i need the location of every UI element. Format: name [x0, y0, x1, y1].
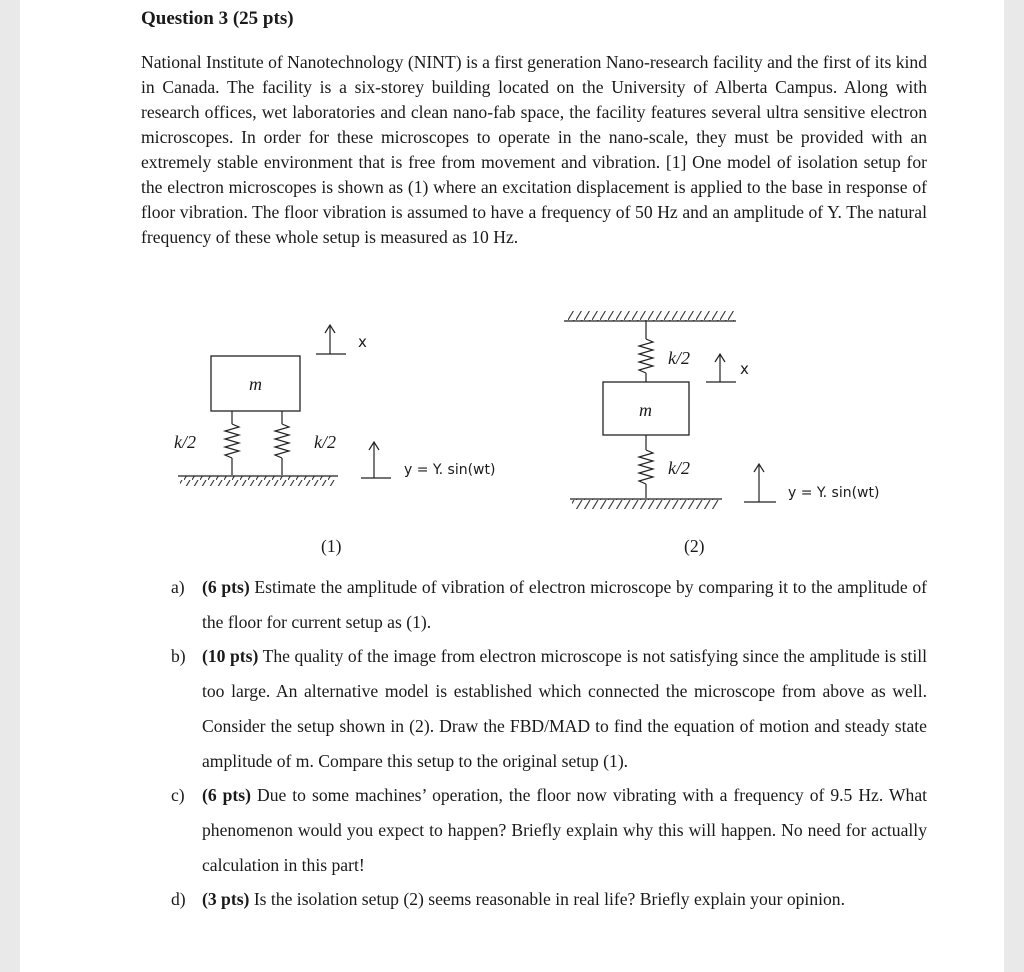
part-b-text: The quality of the image from electron microscope is not satisfying since the amplitude is still too large. An alternative model is established which connected the microscope from above as well. Consider the setup shown in (2). Draw the FBD/MAD to find the equation of motion and steady state amplitude of m. Compare this setup to the original setup (1). — [202, 646, 927, 771]
part-d-marker: d) — [171, 889, 186, 910]
base-displacement-label-2: y = Y. sin(wt) — [788, 485, 880, 501]
part-a-points: (6 pts) — [202, 577, 250, 597]
base-displacement-arrow-2 — [744, 464, 776, 502]
left-spring-label-1: k/2 — [174, 432, 196, 452]
question-parts — [171, 570, 927, 917]
mass-displacement-arrow-1 — [316, 325, 346, 354]
bottom-spring-label-2: k/2 — [668, 458, 690, 478]
base-ground-2 — [570, 499, 722, 509]
figure-2 — [564, 311, 879, 509]
right-spring-1 — [275, 411, 289, 475]
part-d-points: (3 pts) — [202, 889, 250, 910]
part-a-marker: a) — [171, 577, 185, 597]
part-b — [171, 639, 927, 778]
base-ground-1 — [178, 476, 338, 486]
mass-label-1: m — [249, 374, 262, 394]
bottom-spring-2 — [639, 435, 653, 498]
top-spring-label-2: k/2 — [668, 348, 690, 368]
base-displacement-arrow-1 — [361, 442, 391, 478]
part-c — [171, 778, 927, 882]
part-c-marker: c) — [171, 785, 185, 806]
part-a-text: Estimate the amplitude of vibration of electron microscope by comparing it to the amplitude of the floor for current setup as (1). — [202, 577, 928, 632]
part-a — [171, 570, 927, 639]
figure-1-caption: (1) — [321, 536, 342, 556]
part-c-points: (6 pts) — [202, 785, 251, 806]
top-spring-2 — [639, 321, 653, 382]
ceiling-2 — [564, 311, 736, 321]
part-d-text: Is the isolation setup (2) seems reasonable in real life? Briefly explain your opinion. — [253, 889, 845, 910]
mass-displacement-label-1: x — [358, 333, 367, 351]
right-spring-label-1: k/2 — [314, 432, 336, 452]
base-displacement-label-1: y = Y. sin(wt) — [404, 462, 496, 478]
mass-label-2: m — [639, 400, 652, 420]
question-intro: National Institute of Nanotechnology (NINT) is a first generation Nano-research facility and the first of its kind in Canada. The facility is a six-storey building located on the University of Alberta Campus. Along with research offices, wet laboratories and clean nano-fab space, the facility features several ultra sensitive electron microscopes. In order for these microscopes to operate in the nano-scale, they must be provided with an extremely stable environment that is free from movement and vibration. [1] One model of isolation setup for the electron microscopes is shown as (1) where an excitation displacement is applied to the base in response of floor vibration. The floor vibration is assumed to have a frequency of 50 Hz and an amplitude of Y. The natural frequency of these whole setup is measured as 10 Hz. — [141, 52, 927, 247]
part-c-text: Due to some machines’ operation, the floor now vibrating with a frequency of 9.5 Hz. What phenomenon would you expect to happen? Briefly explain why this will happen. No need for actually calculation in this part! — [202, 785, 928, 875]
mass-displacement-arrow-2 — [706, 354, 736, 382]
part-b-marker: b) — [171, 646, 186, 667]
part-d — [171, 882, 927, 917]
figure-2-caption: (2) — [684, 536, 705, 556]
mass-displacement-label-2: x — [740, 360, 749, 378]
figure-1 — [174, 325, 495, 486]
question-title: Question 3 (25 pts) — [141, 8, 294, 29]
left-spring-1 — [225, 411, 239, 475]
part-b-points: (10 pts) — [202, 646, 259, 667]
